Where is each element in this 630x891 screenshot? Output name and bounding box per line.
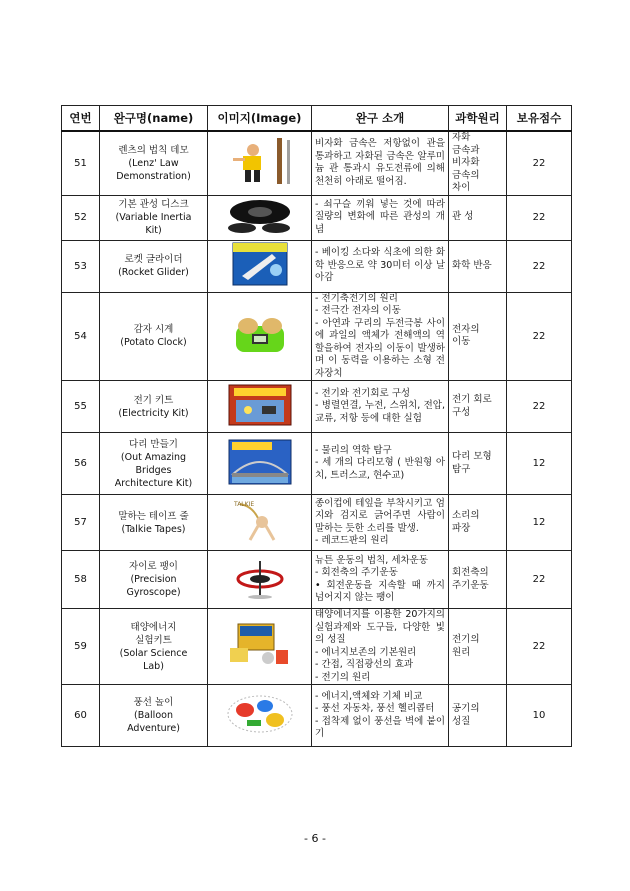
bridge-toy-image [228,439,292,489]
cell-image [208,495,312,551]
header-count: 보유점수 [507,106,572,132]
description-line: - 레코드판의 원리 [315,535,389,546]
name-line: (Balloon [134,710,173,721]
cell-image [208,609,312,685]
cell-no: 52 [62,195,100,240]
description-line: - 병렬연결, 누전, 스위치, 전압, 교류, 저항 등에 대한 실험 [315,400,445,424]
name-line: Bridges [135,464,172,476]
cell-no: 56 [62,433,100,495]
cell-no: 54 [62,292,100,381]
cell-count: 22 [507,195,572,240]
description-line: - 전기축전기의 원리 [315,292,398,304]
description-line: 태양에너지를 이용한 20가지의 실험과제와 도구들, 다양한 빛의 성질 [315,609,445,645]
cell-name [100,685,208,747]
cell-name [100,292,208,381]
cell-science [449,381,507,433]
cell-description [312,240,449,292]
cell-count: 22 [507,131,572,195]
science-line: 주기운동 [452,579,489,591]
description-line: 뉴튼 운동의 법칙, 세차운동 [315,554,429,566]
cell-name [100,240,208,292]
description-line: • 회전운동을 지속할 때 까지 넘어지지 않는 팽이 [315,579,445,603]
description-line: - 아연과 구리의 두전극봉 사이에 과일의 액체가 전해액의 역할을하여 전자의 이동이 발생하며 이 동력을 이용하는 소형 전자장치 [315,317,445,379]
disk-toy-image [220,196,300,240]
table-row [62,609,572,685]
cell-science [449,495,507,551]
svg-text:TALKIE: TALKIE [233,500,254,508]
science-line: 공기의 [452,703,480,714]
table-row [62,292,572,381]
cell-image [208,131,312,195]
cell-count: 22 [507,240,572,292]
cell-description [312,131,449,195]
cell-name [100,433,208,495]
description-line: - 쇠구슬 끼워 넣는 것에 따라 질량의 변화에 따른 관성의 개념 [315,198,445,235]
science-line: 관 성 [452,211,474,223]
cell-no: 53 [62,240,100,292]
cell-count: 22 [507,292,572,381]
solar-toy-image [228,620,292,674]
cell-description [312,292,449,381]
description-line: - 전기와 전기회로 구성 [315,387,411,399]
cell-image [208,292,312,381]
header-no: 연번 [62,106,100,132]
science-line: 이동 [452,336,471,348]
header-science: 과학원리 [449,106,507,132]
table-row [62,240,572,292]
cell-description [312,685,449,747]
cell-description [312,381,449,433]
cell-image [208,685,312,747]
name-line: (Electricity Kit) [118,407,189,419]
header-name: 완구명(name) [100,106,208,132]
cell-science [449,195,507,240]
science-line: 금속과 [452,144,480,156]
cell-description [312,551,449,609]
cell-image [208,195,312,240]
cell-name [100,195,208,240]
cell-description [312,609,449,685]
cell-no: 59 [62,609,100,685]
description-line: - 접착제 없이 풍선을 벽에 붙이기 [315,715,445,739]
name-line: 다리 만들기 [129,438,178,450]
table-row [62,381,572,433]
cell-count: 22 [507,381,572,433]
name-line: Demonstration) [116,170,191,182]
name-line: 렌츠의 법칙 데모 [118,144,189,156]
balloon-toy-image [225,692,295,740]
table-row [62,551,572,609]
cell-no: 58 [62,551,100,609]
science-line: 차이 [452,182,471,193]
name-line: Gyroscope) [126,587,181,598]
description-line: - 전기의 원리 [315,671,371,683]
cell-name [100,381,208,433]
potato-toy-image [230,312,290,360]
science-line: 소리의 [452,510,480,521]
cell-science [449,131,507,195]
name-line: (Potato Clock) [120,337,187,349]
description-line: - 회전축의 주기운동 [315,567,398,578]
name-line: 로켓 글라이더 [124,254,183,265]
cell-image [208,381,312,433]
tape-toy-image [232,498,288,548]
description-line: 종이컵에 테잎을 부착시키고 엄지와 검지로 긁어주면 사람이 말하는 듯한 소리를 발생. [315,497,445,534]
cell-no: 55 [62,381,100,433]
cell-science [449,609,507,685]
description-line: - 간접, 직접광선의 효과 [315,659,414,670]
science-line: 자화 [452,132,471,143]
name-line: Adventure) [127,723,180,734]
cell-image [208,551,312,609]
science-line: 전기 회로 [452,394,492,405]
gyro-toy-image [232,555,288,605]
cell-name [100,609,208,685]
page-number: - 6 - [304,832,326,845]
science-line: 구성 [452,406,471,418]
cell-science [449,685,507,747]
cell-count: 22 [507,609,572,685]
header-description: 완구 소개 [312,106,449,132]
name-line: 풍선 놀이 [133,697,174,708]
science-line: 금속의 [452,169,480,181]
name-line: (Variable Inertia [115,212,192,223]
cell-image [208,433,312,495]
name-line: 태양에너지 [130,621,177,633]
science-line: 성질 [452,715,471,727]
description-line: - 세 개의 다리모형 ( 반원형 아치, 트러스교, 현수교) [315,457,445,481]
description-line: - 물리의 역학 탐구 [315,444,392,456]
description-line: - 풍선 자동차, 풍선 헬리콥터 [315,703,435,714]
science-line: 원리 [452,646,471,658]
science-line: 전자의 [452,323,480,335]
cell-no: 60 [62,685,100,747]
description-line: - 전극간 전자의 이동 [315,305,401,316]
science-line: 회전축의 [452,567,489,578]
cell-count: 10 [507,685,572,747]
toy-table [61,105,572,747]
name-line: Architecture Kit) [114,477,193,489]
science-line: 파장 [452,522,471,534]
name-line: (Rocket Glider) [118,267,189,278]
name-line: Lab) [143,660,164,672]
cell-count: 22 [507,551,572,609]
table-row [62,495,572,551]
cell-name [100,131,208,195]
cell-science [449,551,507,609]
cell-description [312,495,449,551]
cell-description [312,433,449,495]
cell-name [100,495,208,551]
science-line: 비자화 [452,157,480,168]
name-line: 전기 키트 [133,394,174,406]
cell-name [100,551,208,609]
name-line: Kit) [145,225,162,236]
description-line: - 에너지보존의 기본원리 [315,646,417,658]
cell-science [449,433,507,495]
cell-count: 12 [507,495,572,551]
description-line: 비자화 금속은 저항없이 관을 통과하고 자화된 금속은 알루미늄 관 통과시 유도전류에 의해 천천히 아래로 떨어짐. [315,138,445,187]
name-line: (Talkie Tapes) [121,523,186,535]
lenz-toy-image [225,136,295,190]
cell-description [312,195,449,240]
science-line: 다리 모형 [452,451,492,462]
cell-no: 57 [62,495,100,551]
name-line: 말하는 테이프 줄 [118,510,189,522]
rocket-toy-image [232,242,288,290]
header-image: 이미지(Image) [208,106,312,132]
name-line: 기본 관성 디스크 [118,199,189,210]
table-row [62,685,572,747]
science-line: 전기의 [452,634,480,645]
name-line: (Out Amazing [120,451,187,463]
name-line: 자이로 팽이 [129,561,178,572]
science-line: 화학 반응 [452,259,492,271]
cell-science [449,240,507,292]
table-row [62,195,572,240]
name-line: 실험키트 [135,634,172,646]
header-row [62,106,572,132]
cell-science [449,292,507,381]
cell-image [208,240,312,292]
description-line: - 에너지,액체와 기체 비교 [315,690,423,702]
name-line: (Lenz' Law [128,157,179,169]
name-line: (Solar Science [119,647,188,659]
science-line: 탐구 [452,463,471,475]
cell-no: 51 [62,131,100,195]
elec-toy-image [228,384,292,430]
cell-count: 12 [507,433,572,495]
description-line: - 베이킹 소다와 식초에 의한 화학 반응으로 약 30미터 이상 날아감 [315,247,445,284]
table-row [62,433,572,495]
name-line: 감자 시계 [133,324,174,336]
table-row [62,131,572,195]
name-line: (Precision [130,574,177,585]
